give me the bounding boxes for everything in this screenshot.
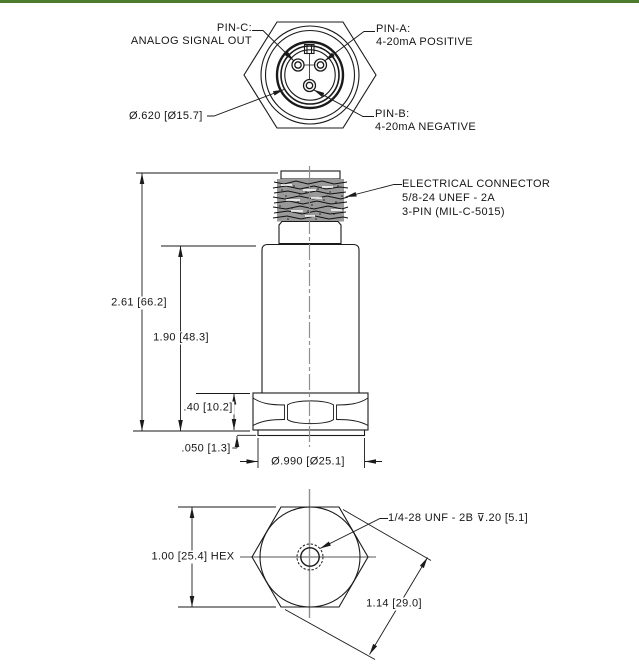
connector-tip	[281, 171, 340, 179]
connector-threads	[273, 179, 348, 222]
dim-hex-height: .40 [10.2]	[183, 401, 233, 414]
dim-hex-corner-width: 1.14 [29.0]	[366, 597, 422, 610]
pin-b-callout	[375, 108, 476, 134]
pin-c-label: PIN-C:	[216, 22, 252, 34]
mounting-thread-callout: 1/4-28 UNF - 2B ⊽.20 [5.1]	[388, 512, 529, 524]
pin-a-desc: 4-20mA POSITIVE	[376, 36, 473, 48]
connector-note-line1: ELECTRICAL CONNECTOR	[402, 178, 551, 190]
side-view	[133, 166, 402, 468]
dim-body-height: 1.90 [48.3]	[153, 331, 209, 344]
pin-c-callout	[118, 22, 252, 48]
connector-note-leader	[346, 185, 403, 198]
dim-body-diameter: Ø.990 [Ø25.1]	[271, 455, 345, 468]
connector-note	[402, 177, 550, 219]
pin-c-desc: ANALOG SIGNAL OUT	[130, 35, 252, 47]
base-plate	[258, 430, 365, 436]
pin-a-callout	[376, 23, 473, 49]
hex-nut	[253, 393, 368, 430]
connector-note-line2: 5/8-24 UNEF - 2A	[402, 192, 496, 204]
diameter-620-leader	[207, 90, 284, 117]
sensor-body	[262, 245, 359, 394]
dim-hex-width: 1.00 [25.4] HEX	[151, 550, 235, 563]
connector-thread-circle	[277, 42, 343, 108]
pin-b-label: PIN-B:	[375, 108, 410, 120]
pin-b-desc: 4-20mA NEGATIVE	[375, 121, 477, 133]
dim-overall-height: 2.61 [66.2]	[111, 296, 167, 309]
pin-a-label: PIN-A:	[376, 23, 411, 35]
connector-note-line3: 3-PIN (MIL-C-5015)	[402, 206, 505, 218]
top-hex-outline	[244, 22, 376, 128]
diameter-620-label: Ø.620 [Ø15.7]	[129, 110, 203, 122]
dim-base-thickness: .050 [1.3]	[181, 442, 231, 455]
